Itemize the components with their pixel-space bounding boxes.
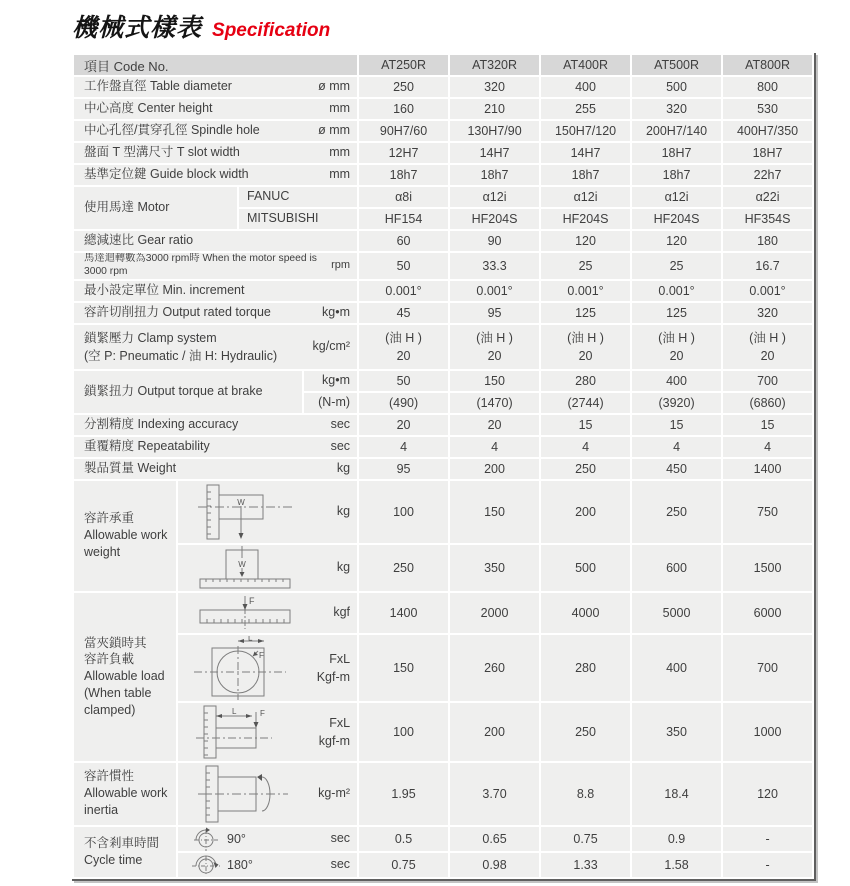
value-cell: 130H7/90 [449, 120, 540, 142]
row-work-inertia [73, 762, 813, 826]
row-table-diameter [73, 76, 813, 98]
value-cell: 0.001° [449, 280, 540, 302]
value-cell: 320 [449, 76, 540, 98]
section-label-zh: 容許慣性 [84, 769, 135, 784]
unit-label: mm [329, 101, 351, 116]
clamp-pressure: 20 [487, 348, 502, 363]
row-guide-block-width [73, 164, 813, 186]
row-label-cell [73, 120, 358, 142]
section-label-cycle-time [73, 826, 177, 878]
row-label-cell [73, 414, 358, 436]
table-header-row [73, 54, 813, 76]
unit-label: kg•m [322, 304, 351, 319]
diagram-cell [177, 702, 358, 762]
row-label: 鎖緊扭力 Output torque at brake [84, 383, 263, 398]
svg-text:W: W [238, 559, 246, 569]
value-cell: α12i [449, 186, 540, 208]
clamp-type: (油 H ) [567, 330, 604, 345]
work-weight-side-diagram [192, 483, 298, 541]
value-cell: 4 [358, 436, 449, 458]
value-cell: 120 [631, 230, 722, 252]
work-weight-vertical-diagram [192, 546, 298, 590]
diagram-cell [177, 762, 358, 826]
value-cell: 250 [540, 458, 631, 480]
diagram-cell [177, 634, 358, 702]
value-cell: 280 [540, 634, 631, 702]
row-label: 工作盤直徑 Table diameter [84, 79, 232, 94]
header-model-at400r: AT400R [540, 54, 631, 76]
value-cell: 15 [631, 414, 722, 436]
row-motor-fanuc [73, 186, 813, 208]
unit-label: kg-m² [318, 785, 351, 800]
row-label: 容許切削扭力 Output rated torque [84, 304, 271, 319]
cycle-angle-group [192, 827, 246, 851]
clamp-type: (油 H ) [749, 330, 786, 345]
value-cell: 0.001° [631, 280, 722, 302]
value-cell: 18H7 [631, 142, 722, 164]
brake-unit-cell [303, 370, 358, 392]
value-cell: 400H7/350 [722, 120, 813, 142]
row-label-cell [73, 302, 358, 324]
svg-text:L: L [248, 635, 253, 643]
row-label: 中心高度 Center height [84, 101, 213, 116]
value-cell: 0.98 [449, 852, 540, 878]
row-label-cell [73, 280, 358, 302]
row-label: 總減速比 Gear ratio [84, 233, 194, 248]
rotate-90-icon [192, 827, 220, 851]
row-clamp-system [73, 324, 813, 370]
unit-line: Kgf-m [316, 669, 351, 684]
rotate-180-icon [192, 853, 220, 877]
value-cell: 25 [540, 252, 631, 280]
unit-label: sec [330, 438, 351, 453]
value-cell: 200 [449, 702, 540, 762]
value-cell: 3.70 [449, 762, 540, 826]
clamp-type: (油 H ) [658, 330, 695, 345]
value-cell: 4 [449, 436, 540, 458]
value-cell: HF354S [722, 208, 813, 230]
clamp-pressure: 20 [669, 348, 684, 363]
title-english: Specification [212, 20, 331, 41]
value-cell: 90 [449, 230, 540, 252]
cycle-angle-cell [177, 852, 358, 878]
value-cell: 50 [358, 252, 449, 280]
row-label-cell [73, 324, 358, 370]
row-label: 製品質量 Weight [84, 460, 177, 475]
unit-label: mm [329, 167, 351, 182]
unit-label: sec [330, 856, 351, 871]
row-label-cell [73, 252, 358, 280]
axial-force-diagram [192, 595, 298, 631]
value-cell: HF204S [449, 208, 540, 230]
diagram-cell [177, 480, 358, 544]
value-cell [540, 324, 631, 370]
svg-text:F: F [259, 650, 264, 660]
svg-text:F: F [260, 708, 265, 718]
row-motor-speed [73, 252, 813, 280]
clamp-label-note: (空 P: Pneumatic / 油 H: Hydraulic) [84, 348, 278, 363]
brand-label-fanuc: FANUC [247, 189, 290, 204]
clamp-pressure: 20 [578, 348, 593, 363]
value-cell: 1.33 [540, 852, 631, 878]
unit-line: FxL [329, 715, 351, 730]
value-cell: 95 [358, 458, 449, 480]
unit-line: FxL [329, 651, 351, 666]
value-cell: 18h7 [449, 164, 540, 186]
value-cell: 4000 [540, 592, 631, 634]
value-cell: 0.5 [358, 826, 449, 852]
value-cell: 125 [631, 302, 722, 324]
value-cell: - [722, 826, 813, 852]
value-cell: (2744) [540, 392, 631, 414]
value-cell: 25 [631, 252, 722, 280]
clamp-pressure: 20 [760, 348, 775, 363]
clamp-label-main: 鎖緊壓力 Clamp system [84, 330, 217, 345]
value-cell: 200 [449, 458, 540, 480]
value-cell: 1400 [358, 592, 449, 634]
value-cell: 250 [540, 702, 631, 762]
rotating-workpiece-diagram [192, 764, 298, 824]
value-cell: 120 [540, 230, 631, 252]
clamp-type: (油 H ) [385, 330, 422, 345]
value-cell: 1000 [722, 702, 813, 762]
value-cell: 18h7 [540, 164, 631, 186]
value-cell: 125 [540, 302, 631, 324]
value-cell: 90H7/60 [358, 120, 449, 142]
value-cell: 150H7/120 [540, 120, 631, 142]
value-cell: 160 [358, 98, 449, 120]
clamp-type: (油 H ) [476, 330, 513, 345]
value-cell: 450 [631, 458, 722, 480]
row-label-cell [73, 142, 358, 164]
value-cell: 0.75 [540, 826, 631, 852]
value-cell: 180 [722, 230, 813, 252]
row-label: 基準定位鍵 Guide block width [84, 167, 249, 182]
value-cell: HF204S [540, 208, 631, 230]
row-cycle-time-180 [73, 852, 813, 878]
value-cell: 22h7 [722, 164, 813, 186]
overhang-force-diagram [192, 704, 292, 760]
value-cell: 500 [631, 76, 722, 98]
svg-text:W: W [237, 497, 245, 507]
value-cell: 400 [631, 370, 722, 392]
value-cell: 260 [449, 634, 540, 702]
motor-label-cell [73, 186, 238, 230]
value-cell: HF204S [631, 208, 722, 230]
value-cell [358, 324, 449, 370]
row-brake-torque-kgm [73, 370, 813, 392]
section-label-zh: 不含剎車時間 [84, 835, 160, 850]
spec-table [72, 53, 814, 879]
value-cell: HF154 [358, 208, 449, 230]
value-cell: 150 [358, 634, 449, 702]
section-label-zh: 當夾鎖時其 [84, 635, 147, 650]
value-cell: 16.7 [722, 252, 813, 280]
value-cell: 0.001° [540, 280, 631, 302]
cycle-angle-group [192, 853, 253, 877]
value-cell: 4 [540, 436, 631, 458]
row-repeatability [73, 436, 813, 458]
row-label: 盤面 T 型溝尺寸 T slot width [84, 145, 240, 160]
section-label-en: Allowable load (When table clamped) [84, 669, 165, 718]
value-cell: 0.001° [722, 280, 813, 302]
row-allowable-load-radial [73, 634, 813, 702]
value-cell: - [722, 852, 813, 878]
value-cell: 250 [358, 76, 449, 98]
value-cell: 60 [358, 230, 449, 252]
value-cell: 400 [540, 76, 631, 98]
svg-text:F: F [249, 595, 255, 606]
value-cell: 15 [540, 414, 631, 436]
cycle-angle: 90° [227, 831, 246, 846]
row-gear-ratio [73, 230, 813, 252]
brake-unit-cell [303, 392, 358, 414]
value-cell: 45 [358, 302, 449, 324]
value-cell: 95 [449, 302, 540, 324]
row-allowable-load-overhang [73, 702, 813, 762]
diagram-cell [177, 592, 358, 634]
value-cell: 33.3 [449, 252, 540, 280]
header-model-at800r: AT800R [722, 54, 813, 76]
value-cell: 14H7 [449, 142, 540, 164]
unit-label: ø mm [318, 123, 351, 138]
value-cell: 0.001° [358, 280, 449, 302]
value-cell: 210 [449, 98, 540, 120]
value-cell: α22i [722, 186, 813, 208]
value-cell: 6000 [722, 592, 813, 634]
unit-label: sec [330, 416, 351, 431]
page-title [72, 8, 850, 44]
row-allowable-load-axial [73, 592, 813, 634]
value-cell: 255 [540, 98, 631, 120]
row-label-cell [73, 76, 358, 98]
cycle-angle-cell [177, 826, 358, 852]
value-cell: 200H7/140 [631, 120, 722, 142]
value-cell: 280 [540, 370, 631, 392]
value-cell: 18h7 [358, 164, 449, 186]
row-spindle-hole [73, 120, 813, 142]
row-work-weight-vertical [73, 544, 813, 592]
value-cell: 750 [722, 480, 813, 544]
table-top-view-torque-diagram [192, 636, 292, 700]
unit-label: mm [329, 145, 351, 160]
value-cell: 120 [722, 762, 813, 826]
value-cell: 15 [722, 414, 813, 436]
value-cell: (6860) [722, 392, 813, 414]
svg-text:L: L [232, 706, 237, 716]
value-cell: (1470) [449, 392, 540, 414]
unit-label [319, 714, 350, 750]
header-code-no: 項目 Code No. [73, 54, 358, 76]
value-cell: 20 [449, 414, 540, 436]
unit-label: (N-m) [318, 394, 351, 409]
value-cell: (490) [358, 392, 449, 414]
row-label-cell [73, 164, 358, 186]
section-label-allowable-load [73, 592, 177, 762]
section-label-zh: 容許承重 [84, 511, 135, 526]
row-label-cell [73, 370, 303, 414]
unit-label: sec [330, 830, 351, 845]
value-cell [631, 324, 722, 370]
unit-label: rpm [331, 258, 351, 271]
value-cell: 500 [540, 544, 631, 592]
row-min-increment [73, 280, 813, 302]
value-cell: 250 [358, 544, 449, 592]
header-model-at320r: AT320R [449, 54, 540, 76]
section-label-en: Allowable work weight [84, 528, 168, 560]
row-label: 分割精度 Indexing accuracy [84, 416, 239, 431]
value-cell: 700 [722, 370, 813, 392]
row-weight [73, 458, 813, 480]
value-cell: 200 [540, 480, 631, 544]
value-cell: 800 [722, 76, 813, 98]
clamp-pressure: 20 [396, 348, 411, 363]
value-cell: 4 [722, 436, 813, 458]
value-cell: 250 [631, 480, 722, 544]
value-cell: 12H7 [358, 142, 449, 164]
spec-table-wrapper [72, 53, 816, 881]
row-work-weight-horizontal [73, 480, 813, 544]
title-chinese: 機械式樣表 [72, 14, 203, 42]
value-cell: 18H7 [722, 142, 813, 164]
value-cell: 2000 [449, 592, 540, 634]
unit-label: ø mm [318, 79, 351, 94]
row-label [84, 329, 277, 365]
unit-label: kgf [333, 604, 351, 619]
value-cell: 150 [449, 370, 540, 392]
value-cell: 14H7 [540, 142, 631, 164]
unit-label: kg [336, 503, 351, 518]
row-label-cell [73, 436, 358, 458]
row-rated-torque [73, 302, 813, 324]
row-center-height [73, 98, 813, 120]
value-cell: (3920) [631, 392, 722, 414]
row-label: 使用馬達 Motor [84, 200, 170, 215]
value-cell: 18.4 [631, 762, 722, 826]
header-model-at250r: AT250R [358, 54, 449, 76]
value-cell: 100 [358, 480, 449, 544]
row-label: 重覆精度 Repeatability [84, 438, 210, 453]
unit-label [317, 650, 350, 686]
row-label: 最小設定單位 Min. increment [84, 282, 245, 297]
value-cell: 700 [722, 634, 813, 702]
value-cell: 600 [631, 544, 722, 592]
unit-label: kg•m [322, 372, 351, 387]
section-label-work-weight [73, 480, 177, 592]
value-cell: 1.58 [631, 852, 722, 878]
value-cell: 320 [631, 98, 722, 120]
value-cell: 20 [358, 414, 449, 436]
motor-brand-cell [238, 186, 358, 208]
header-model-at500r: AT500R [631, 54, 722, 76]
value-cell: 150 [449, 480, 540, 544]
section-label-zh: 容許負載 [84, 652, 135, 667]
unit-label: kg [336, 559, 351, 574]
unit-label: kg [336, 460, 351, 475]
value-cell: 400 [631, 634, 722, 702]
motor-brand-cell [238, 208, 358, 230]
row-label-cell [73, 458, 358, 480]
row-label-cell [73, 98, 358, 120]
value-cell: 1400 [722, 458, 813, 480]
unit-label: kg/cm² [312, 338, 351, 353]
row-label: 馬達迴轉數為3000 rpm時 When the motor speed is 3000 rpm [84, 253, 317, 277]
cycle-angle: 180° [227, 857, 253, 872]
row-label: 中心孔徑/貫穿孔徑 Spindle hole [84, 123, 260, 138]
value-cell: 8.8 [540, 762, 631, 826]
value-cell: 320 [722, 302, 813, 324]
value-cell: 100 [358, 702, 449, 762]
row-label-cell [73, 230, 358, 252]
value-cell: 0.75 [358, 852, 449, 878]
value-cell: 18h7 [631, 164, 722, 186]
unit-line: kgf-m [318, 733, 351, 748]
value-cell: 350 [631, 702, 722, 762]
value-cell: α12i [631, 186, 722, 208]
value-cell: 0.9 [631, 826, 722, 852]
row-t-slot-width [73, 142, 813, 164]
value-cell: α12i [540, 186, 631, 208]
value-cell: 0.65 [449, 826, 540, 852]
value-cell: 50 [358, 370, 449, 392]
diagram-cell [177, 544, 358, 592]
row-indexing-accuracy [73, 414, 813, 436]
brand-label-mitsubishi: MITSUBISHI [247, 211, 319, 226]
row-cycle-time-90 [73, 826, 813, 852]
value-cell: 4 [631, 436, 722, 458]
section-label-inertia [73, 762, 177, 826]
value-cell: 1.95 [358, 762, 449, 826]
value-cell: 5000 [631, 592, 722, 634]
value-cell [449, 324, 540, 370]
value-cell: 1500 [722, 544, 813, 592]
value-cell [722, 324, 813, 370]
value-cell: α8i [358, 186, 449, 208]
section-label-en: Cycle time [84, 852, 143, 867]
section-label-en: Allowable work inertia [84, 786, 168, 818]
value-cell: 350 [449, 544, 540, 592]
value-cell: 530 [722, 98, 813, 120]
